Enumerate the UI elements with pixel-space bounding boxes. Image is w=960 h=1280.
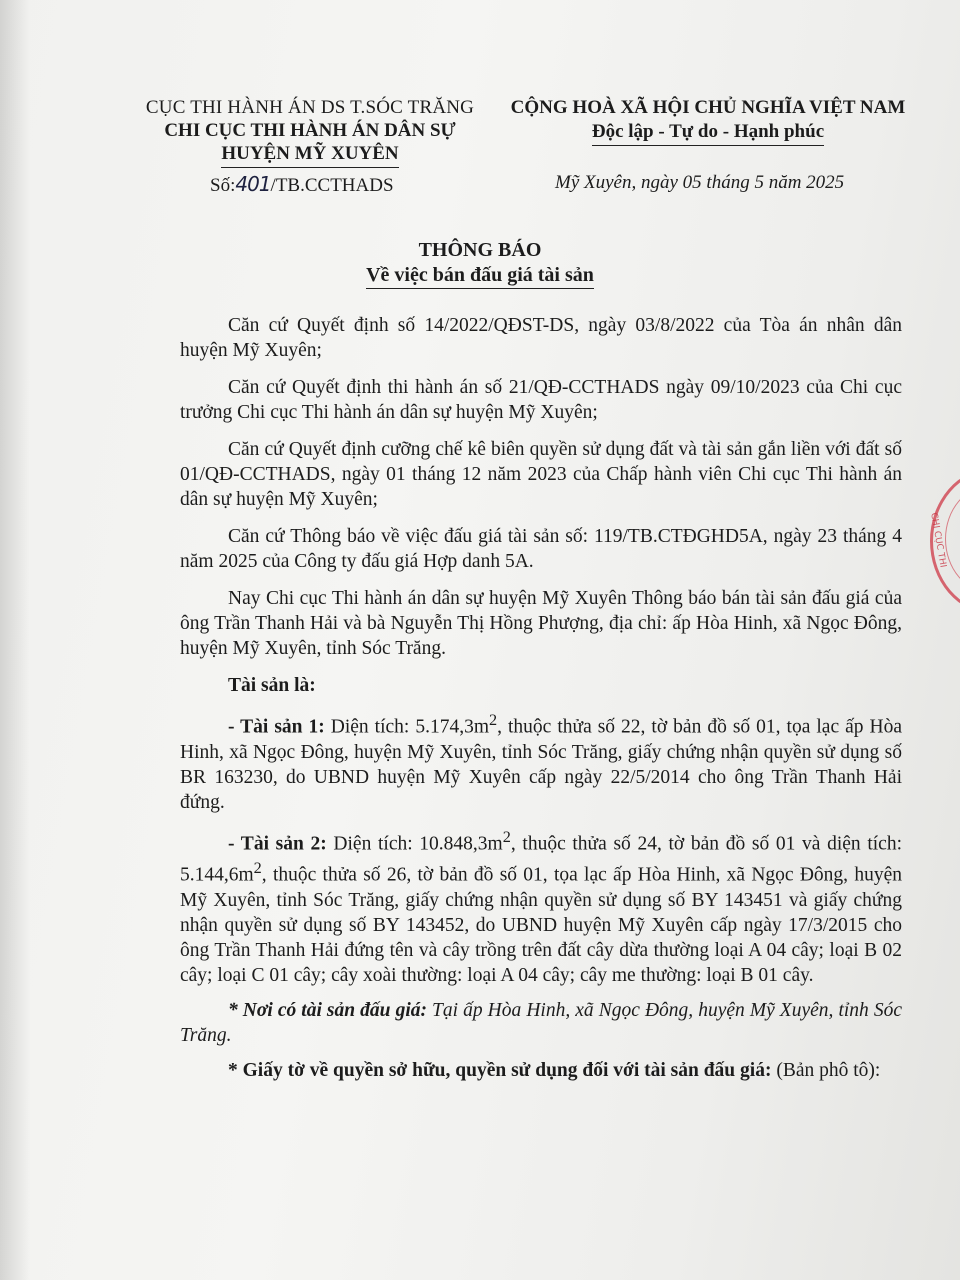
office-name: CHI CỤC THI HÀNH ÁN DÂN SỰ (164, 120, 456, 141)
asset-2-details: , thuộc thửa số 26, tờ bản đồ số 01, tọa lạc ấp Hòa Hinh, xã Ngọc Đông, huyện Mỹ Xuyên, tỉnh Sóc Trăng, giấy chứng nhận quyền sử dụng số BY 143451 và giấy chứng nhận quyền sử dụng số BY 143452, do UBND huyện Mỹ Xuyên cấp ngày 17/3/2015 cho ông Trần Thanh Hải đứng tên và cây trồng trên đất cây dừa thường loại A 04 cây; loại B 02 cây; loại C 01 cây; cây xoài thường: loại A 04 cây; cây me thường: loại B 01 cây. (180, 864, 902, 986)
page-shadow (0, 0, 30, 1280)
superscript: 2 (253, 859, 262, 877)
legal-basis-3: Căn cứ Quyết định cưỡng chế kê biên quyền sử dụng đất và tài sản gắn liền với đất số 01/QĐ-CCTHADS, ngày 01 tháng 12 năm 2023 của Chấp hành viên Chi cục Thi hành án dân sự huyện Mỹ Xuyên; (180, 439, 902, 510)
superscript: 2 (489, 711, 498, 729)
stamp-text: CHI CỤC THI (928, 512, 948, 569)
announcement-paragraph: Nay Chi cục Thi hành án dân sự huyện Mỹ Xuyên Thông báo bán tài sản đấu giá của ông Trần Thanh Hải và bà Nguyễn Thị Hồng Phượng, địa chỉ: ấp Hòa Hinh, xã Ngọc Đông, huyện Mỹ Xuyên, tỉnh Sóc Trăng. (180, 588, 902, 659)
issue-date: Mỹ Xuyên, ngày 05 tháng 5 năm 2025 (555, 172, 845, 193)
ownership-documents (180, 1058, 902, 1083)
country-name: CỘNG HOÀ XÃ HỘI CHỦ NGHĨA VIỆT NAM (510, 97, 906, 118)
document-title (0, 238, 960, 289)
asset-1-details: , thuộc thửa số 22, tờ bản đồ số 01, tọa lạc ấp Hòa Hinh, xã Ngọc Đông, huyện Mỹ Xuyên, tỉnh Sóc Trăng, giấy chứng nhận quyền sử dụng số BR 163230, do UBND huyện Mỹ Xuyên cấp ngày 22/5/2014 cho ông Trần Thanh Hải đứng. (180, 716, 902, 813)
legal-basis-1: Căn cứ Quyết định số 14/2022/QĐST-DS, ngày 03/8/2022 của Tòa án nhân dân huyện Mỹ Xuyên; (180, 315, 902, 361)
asset-2-area-2: , thuộc thửa số 24, tờ bản đồ số 01 và diện tích: 5.144,6m (180, 833, 903, 886)
location-label: * Nơi có tài sản đấu giá: (228, 999, 427, 1021)
documents-label: * Giấy tờ về quyền sở hữu, quyền sử dụng đối với tài sản đấu giá: (228, 1059, 772, 1081)
location-text: Tại ấp Hòa Hinh, xã Ngọc Đông, huyện Mỹ Xuyên, tỉnh Sóc Trăng. (180, 999, 902, 1046)
asset-1-area: Diện tích: 5.174,3m (324, 716, 489, 738)
asset-location (180, 998, 902, 1048)
title-subject: Về việc bán đấu giá tài sản (366, 263, 594, 289)
number-prefix: Số: (210, 175, 236, 196)
handwritten-number: 401 (235, 172, 271, 196)
asset-1-label: - Tài sản 1: (228, 716, 325, 738)
document-number (210, 172, 394, 197)
number-suffix: /TB.CCTHADS (270, 175, 394, 196)
superscript: 2 (502, 827, 511, 846)
legal-basis-2: Căn cứ Quyết định thi hành án số 21/QĐ-CCTHADS ngày 09/10/2023 của Chi cục trưởng Chi cục Thi hành án dân sự huyện Mỹ Xuyên; (180, 377, 902, 423)
asset-2-label: - Tài sản 2: (228, 833, 327, 854)
asset-2-area: Diện tích: 10.848,3m (326, 833, 503, 854)
agency-header (120, 96, 500, 168)
national-header (488, 96, 928, 146)
asset-2 (180, 825, 902, 988)
legal-basis-4: Căn cứ Thông báo về việc đấu giá tài sản số: 119/TB.CTĐGHD5A, ngày 23 tháng 4 năm 2025 của Công ty đấu giá Hợp danh 5A. (180, 526, 902, 572)
parent-agency: CỤC THI HÀNH ÁN DS T.SÓC TRĂNG (145, 97, 475, 118)
assets-heading: Tài sản là: (228, 675, 316, 696)
office-district: HUYỆN MỸ XUYÊN (221, 142, 398, 168)
asset-1 (180, 708, 902, 815)
title-main: THÔNG BÁO (418, 239, 542, 261)
documents-text: (Bản phô tô): (771, 1059, 881, 1081)
document-body (180, 313, 902, 1093)
national-motto: Độc lập - Tự do - Hạnh phúc (592, 120, 824, 146)
